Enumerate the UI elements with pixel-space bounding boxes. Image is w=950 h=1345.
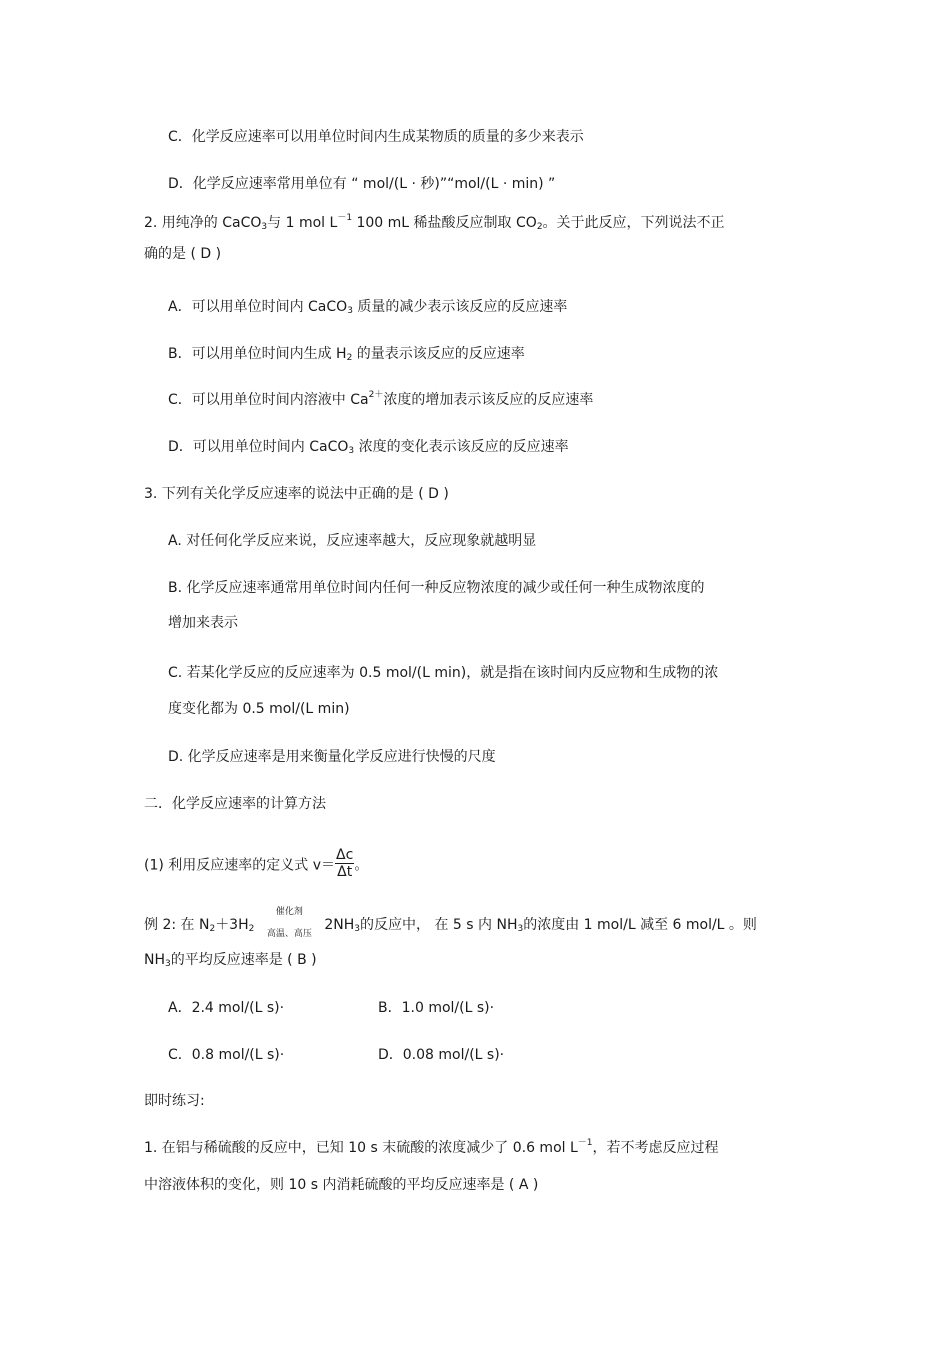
q3-option-c: C. 若某化学反应的反应速率为 0.5 mol/(L min)，就是指在该时间内反应物和生成物的浓 xyxy=(168,665,719,681)
section-2-heading: 二．化学反应速率的计算方法 xyxy=(144,796,326,812)
q2-option-d: D．可以用单位时间内 CaCO$_3$ 浓度的变化表示该反应的反应速率 xyxy=(168,439,569,456)
rate-definition: (1) 利用反应速率的定义式 v＝ $\frac{\Delta c}{\Delta t}$ 。 xyxy=(144,847,369,880)
q3-option-c-cont: 度变化都为 0.5 mol/(L min) xyxy=(168,701,350,717)
option-d-line: D．化学反应速率常用单位有 “ mol/(L · 秒)”“mol/(L · min) ” xyxy=(168,176,556,192)
q3-option-b: B. 化学反应速率通常用单位时间内任何一种反应物浓度的减少或任何一种生成物浓度的 xyxy=(168,580,705,596)
example-2-stem-cont: $NH_3$的平均反应速率是 ( B ) xyxy=(144,952,317,969)
practice-question-1: 1. 在铝与稀硫酸的反应中，已知 10 s 末硫酸的浓度减少了 0.6 mol $L^{-1}$，若不考虑反应过程 xyxy=(144,1138,719,1156)
question-2-stem: 2. 用纯净的 CaCO$_3$与 1 mol $L^{-1}$ 100 mL 稀盐酸反应制取 $CO_2$。关于此反应，下列说法不正 xyxy=(144,213,725,232)
question-2-stem-cont: 确的是 ( D ) xyxy=(144,246,222,262)
example-2-option-b: B．1.0 mol/(L s)· xyxy=(378,1000,495,1016)
example-2-option-a: A．2.4 mol/(L s)· xyxy=(168,1000,285,1016)
q3-option-a: A. 对任何化学反应来说，反应速率越大，反应现象就越明显 xyxy=(168,533,537,549)
example-2-option-c: C．0.8 mol/(L s)· xyxy=(168,1047,285,1063)
q2-option-c: C．可以用单位时间内溶液中 $Ca^{2+}$浓度的增加表示该反应的反应速率 xyxy=(168,390,594,408)
q3-option-b-cont: 增加来表示 xyxy=(168,615,238,631)
example-2-stem: 例 2: 在 $N_2+3H_2$ 催化剂 高温、高压 $2NH_3$的反应中， 在 5 s 内 $NH_3$的浓度由 1 mol/L 减至 6 mol/L 。则 xyxy=(144,907,757,925)
question-3-stem: 3. 下列有关化学反应速率的说法中正确的是 ( D ) xyxy=(144,486,449,502)
option-c-line: C．化学反应速率可以用单位时间内生成某物质的质量的多少来表示 xyxy=(168,129,584,145)
q3-option-d: D. 化学反应速率是用来衡量化学反应进行快慢的尺度 xyxy=(168,749,496,765)
practice-question-1-cont: 中溶液体积的变化，则 10 s 内消耗硫酸的平均反应速率是 ( A ) xyxy=(144,1177,539,1193)
example-2-option-d: D．0.08 mol/(L s)· xyxy=(378,1047,505,1063)
q2-option-a: A．可以用单位时间内 CaCO$_3$ 质量的减少表示该反应的反应速率 xyxy=(168,299,568,316)
q2-option-b: B．可以用单位时间内生成 $H_2$ 的量表示该反应的反应速率 xyxy=(168,346,525,363)
rate-fraction: $\frac{\Delta c}{\Delta t}$ xyxy=(336,847,354,880)
reaction-arrow: 催化剂 高温、高压 xyxy=(266,907,312,939)
practice-heading: 即时练习: xyxy=(144,1093,205,1109)
